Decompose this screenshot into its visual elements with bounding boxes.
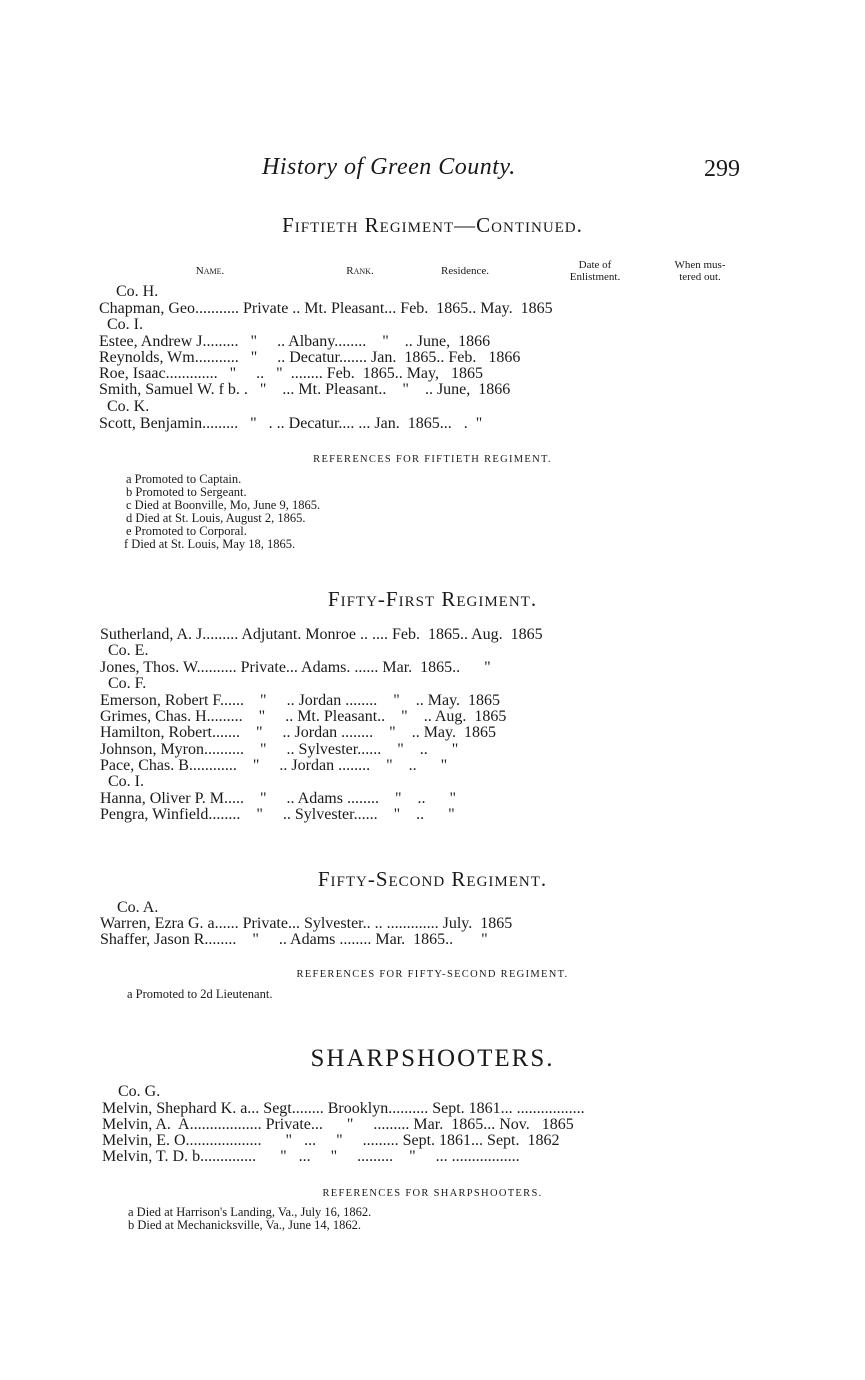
- references-heading: REFERENCES FOR FIFTIETH REGIMENT.: [313, 454, 552, 465]
- roster-row: Grimes, Chas. H......... " .. Mt. Pleasant.. " .. Aug. 1865: [100, 708, 507, 725]
- roster-row: Jones, Thos. W.......... Private... Adams. ...... Mar. 1865.. ": [100, 659, 491, 676]
- reference-note: b Promoted to Sergeant.: [126, 485, 247, 499]
- running-head: History of Green County.: [262, 154, 516, 180]
- col-header-muster-1: When mus-: [674, 259, 726, 271]
- roster-row: Shaffer, Jason R........ " .. Adams ........ Mar. 1865.. ": [100, 931, 488, 948]
- reference-note: b Died at Mechanicksville, Va., June 14, 1862.: [128, 1218, 362, 1232]
- roster-row: Hanna, Oliver P. M..... " .. Adams ........ " .. ": [100, 790, 457, 807]
- page-number: 299: [704, 156, 740, 182]
- roster-row: Roe, Isaac............. " .. " ........ Feb. 1865.. May, 1865: [99, 365, 483, 382]
- reference-note: d Died at St. Louis, August 2, 1865.: [126, 511, 306, 525]
- roster-row: Smith, Samuel W. f b. . " ... Mt. Pleasant.. " .. June, 1866: [99, 381, 511, 398]
- roster-row: Hamilton, Robert....... " .. Jordan ........ " .. May. 1865: [100, 724, 496, 741]
- reference-note: f Died at St. Louis, May 18, 1865.: [124, 537, 296, 551]
- roster-row: Co. I.: [99, 316, 143, 333]
- roster-row: Pengra, Winfield........ " .. Sylvester...... " .. ": [100, 806, 455, 823]
- fifty-second-title: Fifty-Second Regiment.: [317, 867, 548, 891]
- roster-row: Co. F.: [100, 675, 147, 692]
- reference-note: a Promoted to Captain.: [126, 472, 242, 486]
- roster-row: Melvin, T. D. b.............. " ... " ......... " ... .................: [102, 1148, 520, 1165]
- roster-row: Johnson, Myron.......... " .. Sylvester...... " .. ": [100, 741, 459, 758]
- col-header-residence: Residence.: [441, 265, 489, 277]
- reference-note: e Promoted to Corporal.: [126, 524, 247, 538]
- roster-row: Melvin, E. O................... " ... " ......... Sept. 1861... Sept. 1862: [102, 1132, 560, 1149]
- col-header-rank: Rank.: [346, 265, 374, 277]
- roster-row: Melvin, A. A.................. Private... " ......... Mar. 1865... Nov. 1865: [102, 1116, 574, 1133]
- col-header-enlist-2: Enlistment.: [569, 271, 621, 283]
- fiftieth-title: Fiftieth Regiment—Continued.: [282, 213, 583, 237]
- col-header-muster-2: tered out.: [679, 271, 721, 283]
- roster-row: Warren, Ezra G. a...... Private... Sylvester.. .. ............. July. 1865: [100, 915, 513, 932]
- roster-row: Co. A.: [117, 899, 159, 916]
- roster-row: Reynolds, Wm........... " .. Decatur....... Jan. 1865.. Feb. 1866: [99, 349, 521, 366]
- roster-row: Co. K.: [99, 398, 150, 415]
- col-header-name: Name.: [195, 265, 225, 277]
- roster-row: Estee, Andrew J......... " .. Albany........ " .. June, 1866: [99, 333, 491, 350]
- reference-note: a Promoted to 2d Lieutenant.: [127, 987, 273, 1001]
- col-header-enlist-1: Date of: [578, 259, 612, 271]
- roster-row: Melvin, Shephard K. a... Segt........ Brooklyn.......... Sept. 1861... .................: [102, 1100, 585, 1117]
- references-heading: REFERENCES FOR FIFTY-SECOND REGIMENT.: [296, 969, 569, 980]
- roster-row: Co. E.: [100, 642, 149, 659]
- roster-row: Emerson, Robert F...... " .. Jordan ........ " .. May. 1865: [100, 692, 501, 709]
- references-heading: REFERENCES FOR SHARPSHOOTERS.: [322, 1188, 543, 1199]
- roster-row: Co. H.: [116, 283, 159, 300]
- roster-row: Co. I.: [100, 773, 144, 790]
- roster-row: Pace, Chas. B............ " .. Jordan ........ " .. ": [100, 757, 448, 774]
- sharpshooters-title: SHARPSHOOTERS.: [310, 1045, 555, 1072]
- roster-row: Sutherland, A. J......... Adjutant. Monroe .. .... Feb. 1865.. Aug. 1865: [100, 626, 543, 643]
- fifty-first-title: Fifty-First Regiment.: [327, 587, 538, 611]
- roster-row: Co. G.: [118, 1083, 161, 1100]
- reference-note: c Died at Boonville, Mo, June 9, 1865.: [126, 498, 321, 512]
- reference-note: a Died at Harrison's Landing, Va., July 16, 1862.: [128, 1205, 372, 1219]
- roster-row: Scott, Benjamin......... " . .. Decatur.... ... Jan. 1865... . ": [99, 415, 483, 432]
- roster-row: Chapman, Geo........... Private .. Mt. Pleasant... Feb. 1865.. May. 1865: [99, 300, 553, 317]
